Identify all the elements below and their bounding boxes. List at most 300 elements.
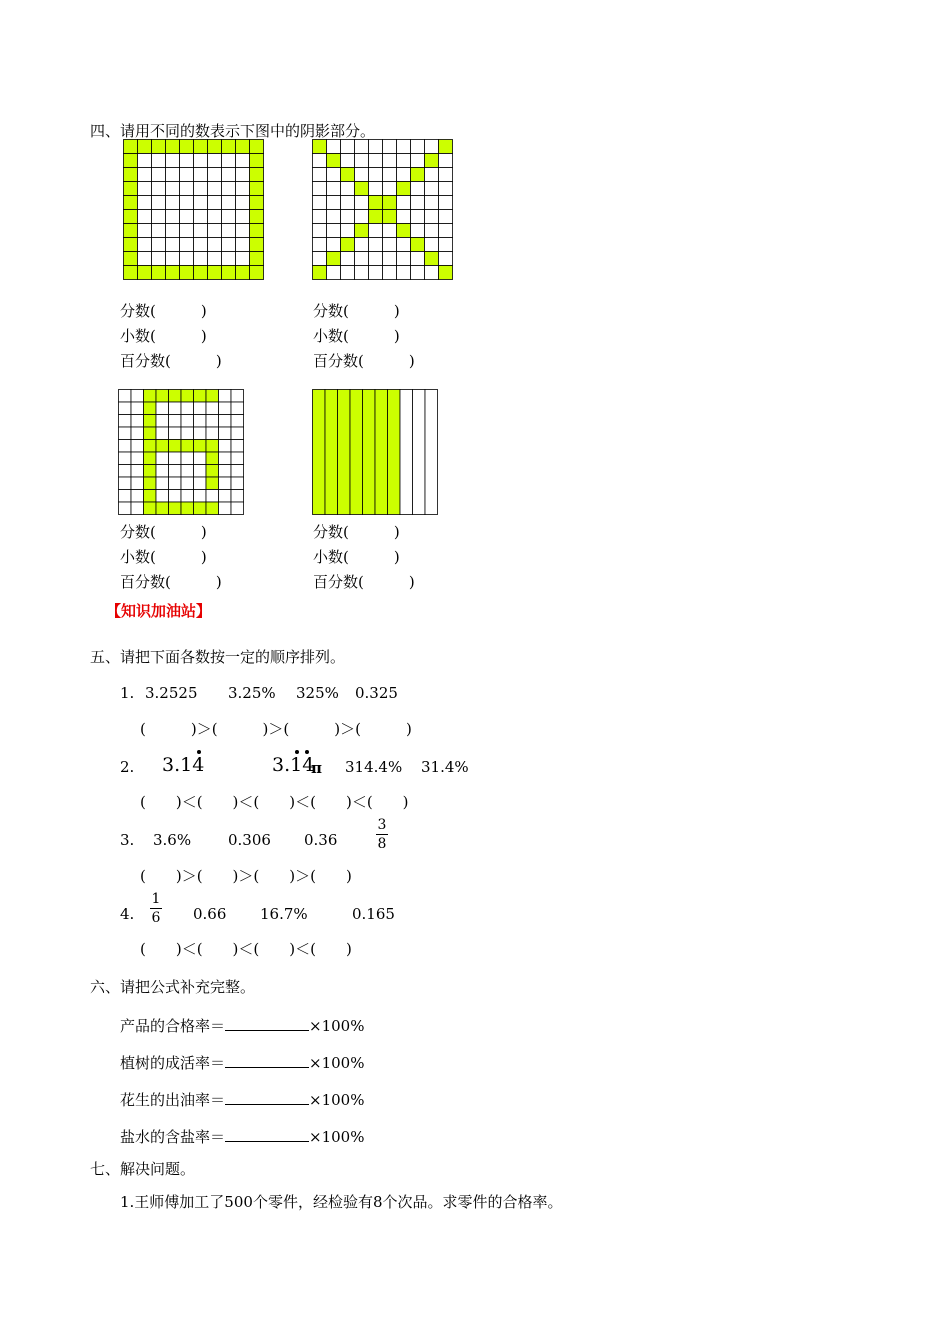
grid-cell: [327, 168, 341, 182]
grid-cell: [194, 427, 207, 440]
grid-cell: [313, 196, 327, 210]
grid-cell: [206, 415, 219, 428]
grid-cell: [181, 415, 194, 428]
q3-fraction: [376, 818, 388, 851]
grid-cell: [166, 196, 180, 210]
q3-number: 3.: [120, 831, 135, 849]
grid-cell: [180, 154, 194, 168]
percent-label: 百分数( ): [313, 573, 415, 591]
grid-cell: [425, 238, 439, 252]
grid-cell: [355, 168, 369, 182]
grid-cell: [250, 238, 264, 252]
grid-cell: [208, 210, 222, 224]
grid-cell: [369, 168, 383, 182]
grid-cell: [144, 490, 157, 503]
grid-cell: [236, 252, 250, 266]
grid-cell: [131, 452, 144, 465]
fraction-bar: [376, 834, 388, 835]
grid-cell: [369, 224, 383, 238]
grid-cell: [219, 452, 232, 465]
grid-cell: [222, 252, 236, 266]
grid-cell: [231, 427, 244, 440]
formula-row: [120, 1127, 364, 1145]
grid-cell: [383, 238, 397, 252]
grid-cell: [341, 238, 355, 252]
grid-cell: [181, 427, 194, 440]
formula-blank[interactable]: [225, 1053, 309, 1068]
grid-cell: [138, 252, 152, 266]
grid-strip: [375, 390, 388, 515]
grid-cell: [119, 477, 132, 490]
grid-cell: [181, 490, 194, 503]
grid-cell: [341, 168, 355, 182]
grid-strip: [325, 390, 338, 515]
grid-cell: [397, 238, 411, 252]
grid-cell: [219, 390, 232, 403]
grid-cell: [341, 224, 355, 238]
grid-cell: [180, 196, 194, 210]
grid-cell: [180, 266, 194, 280]
grid-cell: [397, 210, 411, 224]
grid-cell: [411, 168, 425, 182]
grid-cell: [383, 154, 397, 168]
grid-cell: [156, 440, 169, 453]
grid-cell: [169, 465, 182, 478]
grid-cell: [119, 402, 132, 415]
grid-cell: [119, 440, 132, 453]
grid-cell: [313, 210, 327, 224]
grid-x-pattern: [312, 139, 453, 280]
grid-cell: [222, 266, 236, 280]
grid-cell: [383, 210, 397, 224]
grid-cell: [138, 182, 152, 196]
grid-cell: [144, 477, 157, 490]
grid-cell: [208, 154, 222, 168]
grid-cell: [152, 252, 166, 266]
grid-cell: [411, 238, 425, 252]
q4-fraction: [150, 892, 162, 925]
grid-strip: [413, 390, 426, 515]
grid-cell: [124, 154, 138, 168]
grid-cell: [222, 154, 236, 168]
grid-cell: [411, 224, 425, 238]
grid-cell: [397, 140, 411, 154]
decimal-label: 小数( ): [313, 548, 400, 566]
grid-cell: [425, 210, 439, 224]
grid-cell: [231, 402, 244, 415]
formula-row: [120, 1053, 364, 1071]
q2-num: 31.4%: [421, 758, 469, 776]
grid-cell: [369, 252, 383, 266]
grid-cell: [313, 252, 327, 266]
q1-num: 0.325: [355, 684, 398, 702]
repeat-dot: [197, 750, 201, 754]
grid-cell: [156, 452, 169, 465]
grid-cell: [327, 140, 341, 154]
grid-square-border: [123, 139, 264, 280]
grid-cell: [206, 402, 219, 415]
grid-cell: [397, 168, 411, 182]
fraction-label: 分数( ): [313, 523, 400, 541]
formula-suffix: ×100%: [309, 1054, 365, 1072]
grid-cell: [138, 154, 152, 168]
grid-cell: [144, 452, 157, 465]
grid-cell: [327, 196, 341, 210]
grid-cell: [250, 182, 264, 196]
grid-cell: [144, 465, 157, 478]
formula-suffix: ×100%: [309, 1128, 365, 1146]
grid-cell: [181, 390, 194, 403]
q2-number: 2.: [120, 758, 135, 776]
grid-cell: [166, 182, 180, 196]
grid-cell: [194, 224, 208, 238]
grid-cell: [208, 238, 222, 252]
q3-num: 0.36: [304, 831, 338, 849]
decimal-label: 小数( ): [313, 327, 400, 345]
grid-cell: [355, 224, 369, 238]
grid-cell: [124, 238, 138, 252]
grid-cell: [439, 168, 453, 182]
grid-cell: [131, 427, 144, 440]
formula-suffix: ×100%: [309, 1091, 365, 1109]
grid-cell: [194, 440, 207, 453]
grid-cell: [138, 238, 152, 252]
section-6-title: 六、请把公式补充完整。: [90, 978, 256, 996]
grid-cell: [119, 465, 132, 478]
grid-cell: [397, 196, 411, 210]
grid-cell: [355, 266, 369, 280]
grid-cell: [119, 452, 132, 465]
grid-cell: [439, 224, 453, 238]
grid-cell: [383, 168, 397, 182]
grid-cell: [181, 440, 194, 453]
grid-cell: [439, 252, 453, 266]
grid-cell: [236, 154, 250, 168]
grid-cell: [206, 452, 219, 465]
grid-cell: [194, 415, 207, 428]
grid-cell: [383, 266, 397, 280]
grid-cell: [397, 154, 411, 168]
formula-blank[interactable]: [225, 1127, 309, 1142]
percent-label: 百分数( ): [313, 352, 415, 370]
grid-cell: [131, 390, 144, 403]
grid-cell: [194, 390, 207, 403]
grid-cell: [152, 196, 166, 210]
grid-strip: [363, 390, 376, 515]
grid-cell: [119, 415, 132, 428]
grid-cell: [124, 252, 138, 266]
grid-cell: [152, 224, 166, 238]
grid-cell: [166, 238, 180, 252]
grid-cell: [131, 440, 144, 453]
grid-cell: [152, 168, 166, 182]
pi-symbol: π: [311, 759, 322, 777]
formula-row: [120, 1016, 364, 1034]
grid-cell: [194, 196, 208, 210]
grid-cell: [208, 266, 222, 280]
grid-cell: [180, 224, 194, 238]
grid-cell: [138, 266, 152, 280]
grid-cell: [327, 182, 341, 196]
grid-cell: [439, 238, 453, 252]
grid-cell: [219, 490, 232, 503]
grid-cell: [397, 252, 411, 266]
grid-cell: [341, 196, 355, 210]
q1-number: 1.: [120, 684, 135, 702]
formula-label: 产品的合格率＝: [120, 1017, 226, 1035]
grid-cell: [439, 196, 453, 210]
grid-cell: [166, 252, 180, 266]
grid-cell: [219, 402, 232, 415]
grid-cell: [194, 477, 207, 490]
grid-cell: [194, 168, 208, 182]
grid-cell: [124, 140, 138, 154]
q2-repeating-a: 3.14: [162, 754, 205, 776]
formula-label: 花生的出油率＝: [120, 1091, 226, 1109]
grid-cell: [327, 154, 341, 168]
grid-cell: [355, 182, 369, 196]
grid-cell: [206, 427, 219, 440]
decimal-label: 小数( ): [120, 548, 207, 566]
grid-cell: [169, 440, 182, 453]
grid-cell: [313, 168, 327, 182]
grid-cell: [411, 140, 425, 154]
grid-cell: [250, 252, 264, 266]
grid-cell: [152, 182, 166, 196]
grid-cell: [131, 465, 144, 478]
grid-cell: [119, 390, 132, 403]
section-7-title: 七、解决问题。: [90, 1160, 196, 1178]
repeat-dot: [305, 750, 309, 754]
grid-cell: [383, 196, 397, 210]
grid-cell: [327, 210, 341, 224]
section-4-title: 四、请用不同的数表示下图中的阴影部分。: [90, 122, 376, 140]
grid-cell: [124, 266, 138, 280]
grid-cell: [131, 490, 144, 503]
grid-cell: [411, 154, 425, 168]
grid-cell: [411, 210, 425, 224]
q4-num: 0.165: [352, 905, 395, 923]
grid-cell: [181, 502, 194, 515]
grid-cell: [206, 440, 219, 453]
grid-cell: [219, 440, 232, 453]
formula-blank[interactable]: [225, 1090, 309, 1105]
grid-cell: [250, 140, 264, 154]
grid-cell: [411, 182, 425, 196]
section-5-title: 五、请把下面各数按一定的顺序排列。: [90, 648, 346, 666]
grid-cell: [194, 452, 207, 465]
grid-cell: [341, 266, 355, 280]
grid-cell: [194, 210, 208, 224]
grid-cell: [313, 238, 327, 252]
grid-cell: [439, 140, 453, 154]
grid-cell: [169, 402, 182, 415]
grid-cell: [397, 182, 411, 196]
grid-cell: [250, 196, 264, 210]
grid-cell: [383, 182, 397, 196]
q4-num: 16.7%: [260, 905, 308, 923]
grid-cell: [169, 490, 182, 503]
grid-cell: [236, 168, 250, 182]
grid-cell: [222, 224, 236, 238]
grid-cell: [206, 465, 219, 478]
grid-cell: [166, 224, 180, 238]
grid-cell: [219, 415, 232, 428]
grid-cell: [231, 452, 244, 465]
grid-cell: [194, 402, 207, 415]
grid-cell: [313, 140, 327, 154]
grid-cell: [124, 196, 138, 210]
grid-cell: [355, 154, 369, 168]
grid-cell: [152, 238, 166, 252]
grid-cell: [156, 390, 169, 403]
grid-cell: [236, 140, 250, 154]
q2-answer: ( )＜( )＜( )＜( )＜( ): [140, 793, 409, 811]
grid-cell: [181, 402, 194, 415]
q1-num: 325%: [296, 684, 339, 702]
grid-cell: [166, 266, 180, 280]
grid-cell: [138, 224, 152, 238]
grid-cell: [152, 140, 166, 154]
grid-cell: [208, 224, 222, 238]
grid-cell: [369, 196, 383, 210]
grid-cell: [144, 402, 157, 415]
grid-cell: [169, 452, 182, 465]
grid-cell: [169, 477, 182, 490]
grid-cell: [425, 154, 439, 168]
grid-cell: [327, 252, 341, 266]
grid-cell: [208, 196, 222, 210]
grid-cell: [138, 140, 152, 154]
grid-cell: [250, 210, 264, 224]
grid-cell: [131, 477, 144, 490]
grid-cell: [355, 140, 369, 154]
grid-strip: [400, 390, 413, 515]
grid-cell: [119, 502, 132, 515]
fraction-label: 分数( ): [313, 302, 400, 320]
grid-cell: [222, 210, 236, 224]
grid-cell: [250, 154, 264, 168]
grid-cell: [313, 154, 327, 168]
grid-cell: [144, 502, 157, 515]
grid-cell: [231, 440, 244, 453]
grid-cell: [166, 168, 180, 182]
grid-cell: [194, 465, 207, 478]
knowledge-heading: 【知识加油站】: [106, 602, 212, 620]
grid-cell: [169, 390, 182, 403]
grid-cell: [206, 490, 219, 503]
fraction-numerator: 1: [151, 891, 161, 907]
grid-cell: [144, 415, 157, 428]
grid-cell: [313, 182, 327, 196]
grid-cell: [194, 252, 208, 266]
grid-cell: [138, 210, 152, 224]
grid-cell: [131, 502, 144, 515]
grid-cell: [425, 252, 439, 266]
grid-cell: [144, 427, 157, 440]
q4-number: 4.: [120, 905, 135, 923]
grid-cell: [181, 465, 194, 478]
grid-cell: [369, 154, 383, 168]
grid-cell: [341, 154, 355, 168]
grid-cell: [341, 210, 355, 224]
grid-cell: [369, 210, 383, 224]
percent-label: 百分数( ): [120, 352, 222, 370]
grid-cell: [222, 168, 236, 182]
grid-cell: [208, 182, 222, 196]
grid-strip: [313, 390, 326, 515]
grid-cell: [397, 266, 411, 280]
grid-cell: [355, 210, 369, 224]
grid-cell: [369, 238, 383, 252]
grid-cell: [219, 465, 232, 478]
grid-cell: [180, 182, 194, 196]
grid-cell: [439, 154, 453, 168]
grid-cell: [236, 238, 250, 252]
grid-cell: [355, 252, 369, 266]
grid-cell: [208, 252, 222, 266]
grid-cell: [156, 415, 169, 428]
formula-label: 植树的成活率＝: [120, 1054, 226, 1072]
formula-blank[interactable]: [225, 1016, 309, 1031]
grid-strip: [388, 390, 401, 515]
q2-repeating-b: 3.14: [272, 754, 315, 776]
grid-cell: [231, 490, 244, 503]
grid-cell: [156, 427, 169, 440]
grid-cell: [439, 266, 453, 280]
grid-cell: [425, 140, 439, 154]
grid-cell: [231, 465, 244, 478]
fraction-bar: [150, 908, 162, 909]
grid-cell: [156, 477, 169, 490]
decimal-label: 小数( ): [120, 327, 207, 345]
grid-cell: [194, 266, 208, 280]
grid-cell: [327, 224, 341, 238]
grid-cell: [124, 182, 138, 196]
grid-cell: [169, 415, 182, 428]
grid-cell: [250, 168, 264, 182]
fraction-denominator: 8: [377, 836, 387, 852]
grid-cell: [250, 224, 264, 238]
grid-cell: [131, 402, 144, 415]
grid-cell: [341, 182, 355, 196]
grid-cell: [383, 140, 397, 154]
grid-cell: [119, 490, 132, 503]
grid-cell: [222, 238, 236, 252]
grid-cell: [222, 196, 236, 210]
grid-cell: [383, 252, 397, 266]
grid-cell: [327, 266, 341, 280]
grid-cell: [124, 168, 138, 182]
grid-cell: [411, 252, 425, 266]
grid-cell: [156, 402, 169, 415]
fraction-label: 分数( ): [120, 302, 207, 320]
grid-cell: [166, 210, 180, 224]
grid-cell: [369, 140, 383, 154]
grid-cell: [194, 490, 207, 503]
grid-letter-e: [118, 389, 244, 515]
grid-cell: [369, 182, 383, 196]
grid-cell: [180, 238, 194, 252]
q1-num: 3.25%: [228, 684, 276, 702]
grid-cell: [180, 252, 194, 266]
grid-cell: [236, 266, 250, 280]
grid-cell: [124, 224, 138, 238]
grid-cell: [131, 415, 144, 428]
grid-cell: [425, 182, 439, 196]
q4-num: 0.66: [193, 905, 227, 923]
grid-cell: [355, 238, 369, 252]
